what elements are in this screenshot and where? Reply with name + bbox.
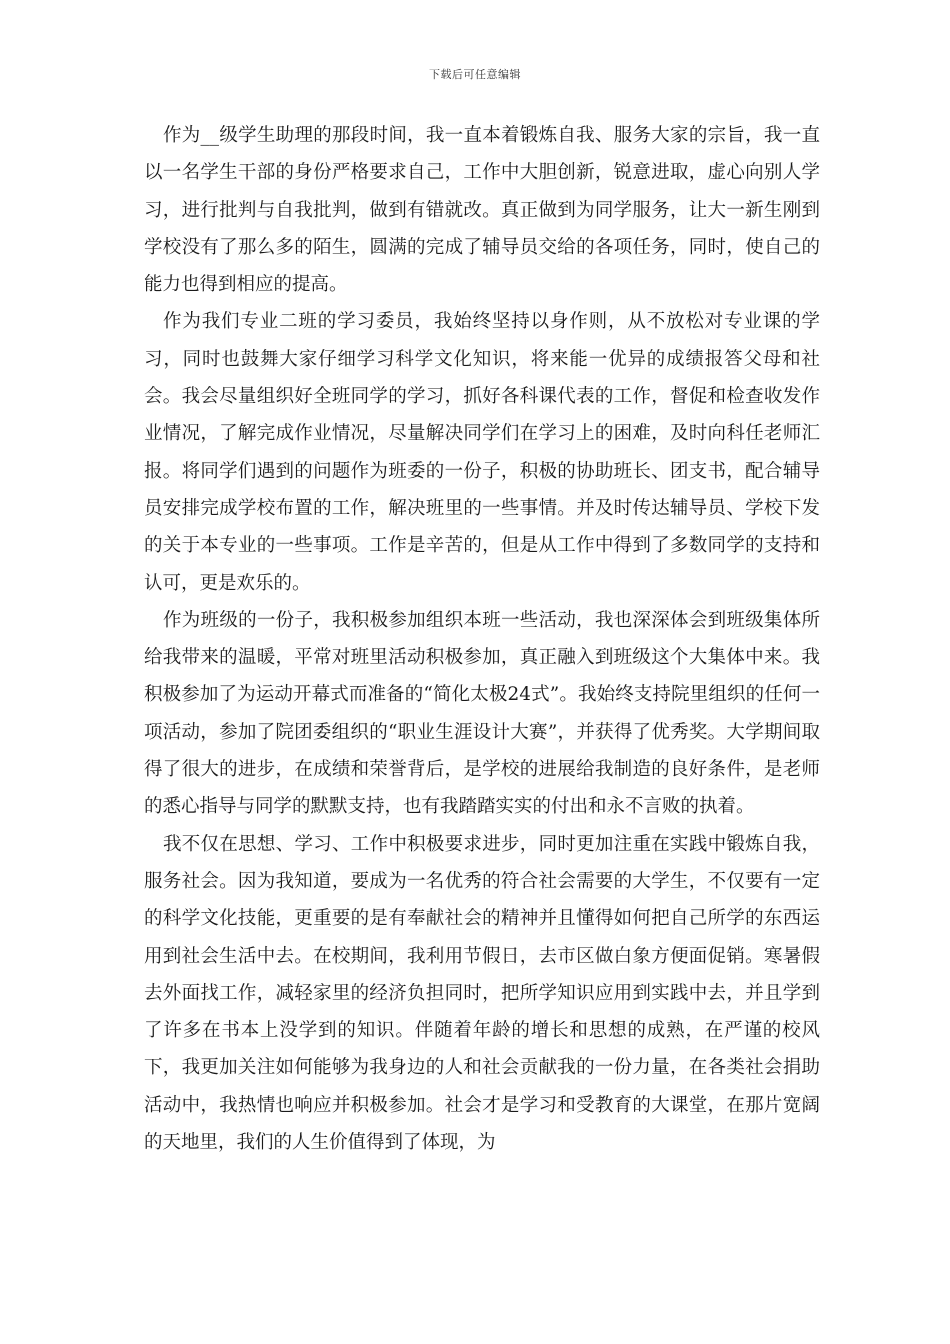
paragraph-class-activities: 作为班级的一份子，我积极参加组织本班一些活动，我也深深体会到班级集体所给我带来的温暖，平常对班里活动积极参加，真正融入到班级这个大集体中来。我积极参加了为运动开幕式而准备的“简化太极24式”。我始终支持院里组织的任何一项活动，参加了院团委组织的“职业生涯设计大赛”，并获得了优秀奖。大学期间取得了很大的进步，在成绩和荣誉背后，是学校的进展给我制造的良好条件，是老师的悉心指导与同学的默默支持，也有我踏踏实实的付出和永不言败的执着。 xyxy=(144,609,820,818)
paragraph-social-practice: 我不仅在思想、学习、工作中积极要求进步，同时更加注重在实践中锻炼自我，服务社会。因为我知道，要成为一名优秀的符合社会需要的大学生，不仅要有一定的科学文化技能，更重要的是有奉献社会的精神并且懂得如何把自己所学的东西运用到社会生活中去。在校期间，我利用节假日，去市区做白象方便面促销。寒暑假去外面找工作，减轻家里的经济负担同时，把所学知识应用到实践中去，并且学到了许多在书本上没学到的知识。伴随着年龄的增长和思想的成熟，在严谨的校风下，我更加关注如何能够为我身边的人和社会贡献我的一份力量，在各类社会捐助活动中，我热情也响应并积极参加。社会才是学习和受教育的大课堂，在那片宽阔的天地里，我们的人生价值得到了体现，为 xyxy=(144,833,820,1154)
paragraph-study-committee: 作为我们专业二班的学习委员，我始终坚持以身作则，从不放松对专业课的学习，同时也鼓舞大家仔细学习科学文化知识，将来能一优异的成绩报答父母和社会。我会尽量组织好全班同学的学习，抓好各科课代表的工作，督促和检查收发作业情况，了解完成作业情况，尽量解决同学们在学习上的困难，及时向科任老师汇报。将同学们遇到的问题作为班委的一份子，积极的协助班长、团支书，配合辅导员安排完成学校布置的工作，解决班里的一些事情。并及时传达辅导员、学校下发的关于本专业的一些事项。工作是辛苦的，但是从工作中得到了多数同学的支持和认可，更是欢乐的。 xyxy=(144,311,820,594)
paragraph-student-assistant: 作为__级学生助理的那段时间，我一直本着锻炼自我、服务大家的宗旨，我一直以一名学生干部的身份严格要求自己，工作中大胆创新，锐意进取，虚心向别人学习，进行批判与自我批判，做到有错就改。真正做到为同学服务，让大一新生刚到学校没有了那么多的陌生，圆满的完成了辅导员交给的各项任务，同时，使自己的能力也得到相应的提高。 xyxy=(144,125,820,296)
page-header: 下载后可任意编辑 xyxy=(429,68,521,81)
document-body xyxy=(144,117,820,1161)
